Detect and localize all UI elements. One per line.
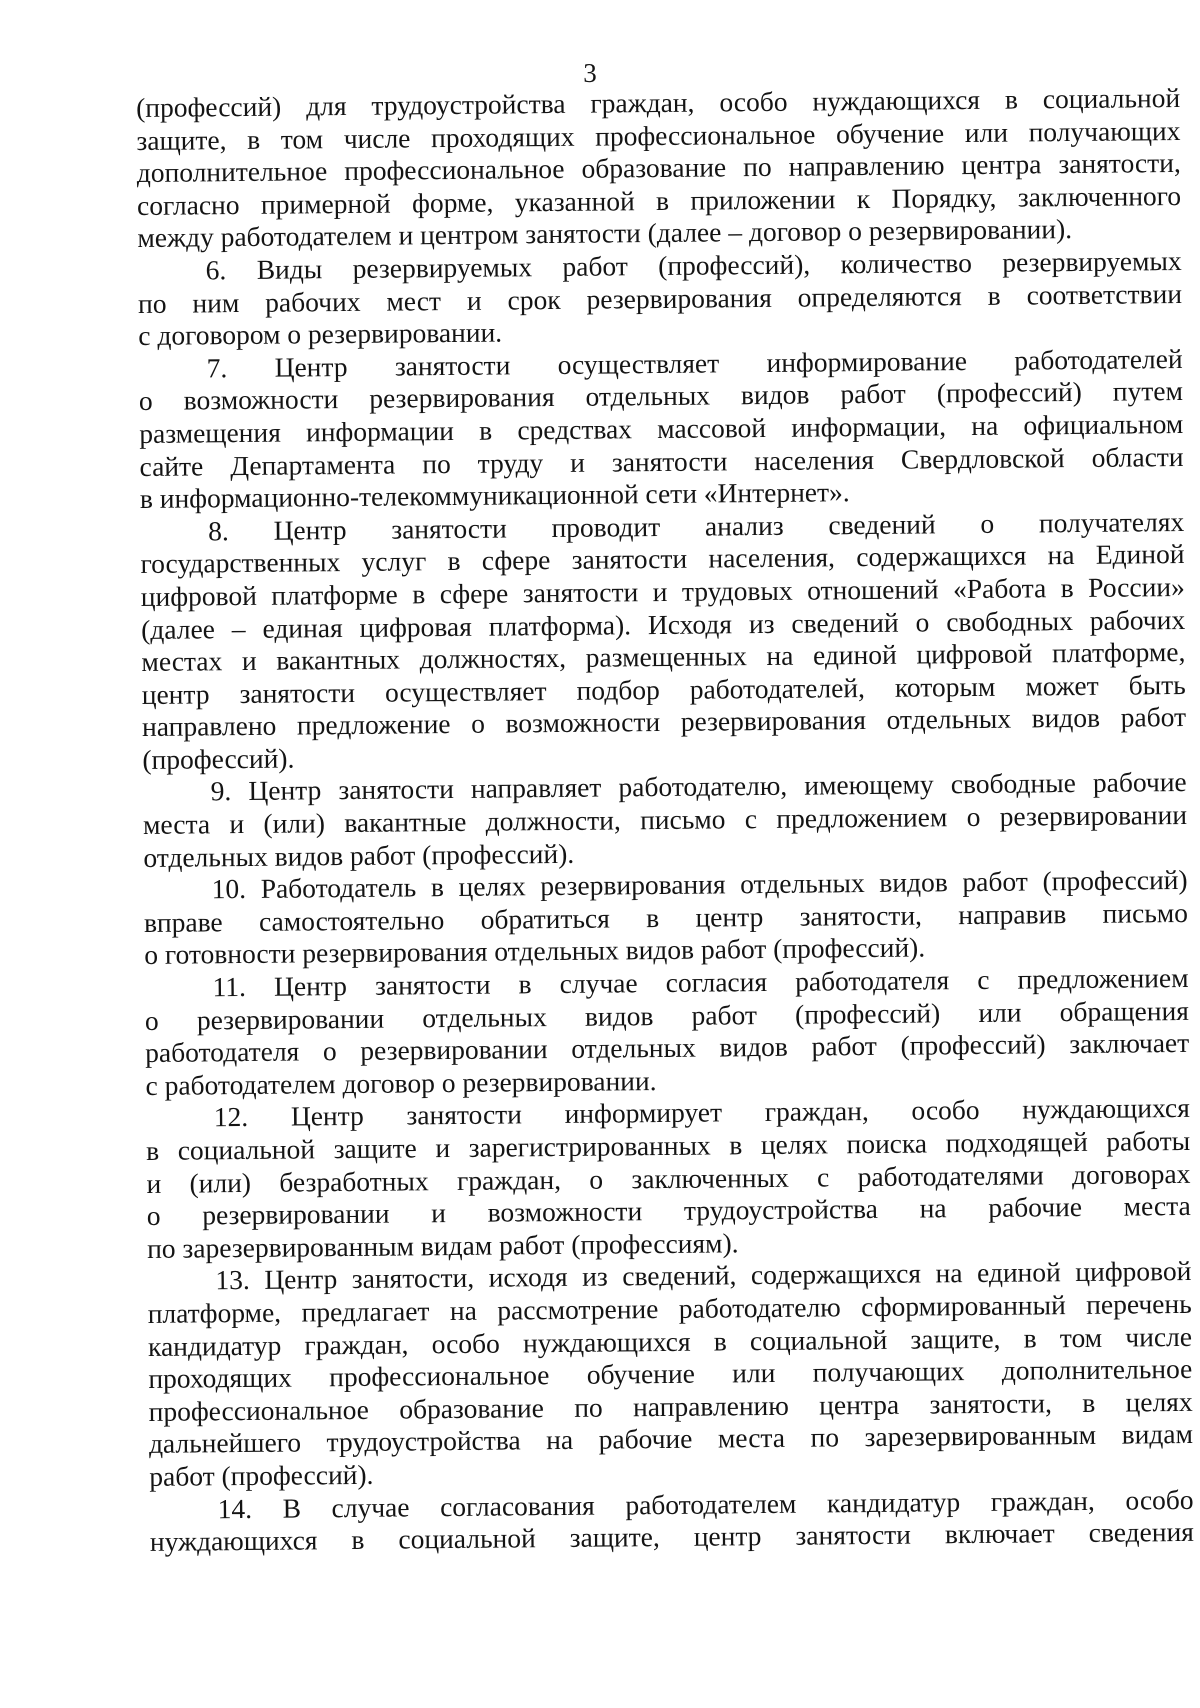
text-line: о резервировании и возможности трудоустройства на рабочие места [146,1190,1191,1232]
text-line: о возможности резервирования отдельных видов работ (профессий) путем [138,375,1184,417]
text-line: отдельных видов работ (профессий). [143,837,575,873]
text-line: кандидатур граждан, особо нуждающихся в социальной защите, в том числе [147,1320,1193,1362]
text-line: в информационно-телекоммуникационной сети «Интернет». [139,476,850,515]
text-line: места и (или) вакантные должности, письмо с предложением о резервировании [142,799,1188,841]
text-line: дополнительное профессиональное образование по направлению центра занятости, [136,147,1181,189]
text-line: направлено предложение о возможности резервирования отдельных видов работ [141,701,1187,743]
page-number: 3 [583,58,597,88]
text-line: дальнейшего трудоустройства на рабочие места по зарезервированным видам [148,1418,1194,1460]
text-line: 9. Центр занятости направляет работодателю, имеющему свободные рабочие [210,766,1187,807]
text-line: между работодателем и центром занятости (далее – договор о резервировании). [137,213,1073,254]
text-line: центр занятости осуществляет подбор работодателей, которым может быть [141,668,1186,710]
text-line: работодателя о резервировании отдельных видов работ (профессий) заключает [145,1027,1190,1069]
text-line: с договором о резервировании. [138,316,503,352]
text-line: о готовности резервирования отдельных видов работ (профессий). [144,931,926,971]
text-line: 7. Центр занятости осуществляет информирование работодателей [206,342,1183,384]
text-line: защите, в том числе проходящих профессиональное обучение или получающих [136,114,1181,156]
text-line: профессиональное образование по направлению центра занятости, в целях [148,1385,1193,1427]
text-line: 14. В случае согласования работодателем кандидатур граждан, особо [217,1483,1194,1524]
text-line: о резервировании отдельных видов работ (профессий) или обращения [144,994,1190,1036]
text-line: и (или) безработных граждан, о заключенных с работодателями договорах [146,1157,1191,1199]
text-line: согласно примерной форме, указанной в приложении к Порядку, заключенного [136,179,1182,221]
text-line: в социальной защите и зарегистрированных в целях поиска подходящей работы [146,1124,1191,1166]
text-line: цифровой платформе в сфере занятости и трудовых отношений «Работа в России» [140,570,1185,612]
text-line: (профессий) для трудоустройства граждан, особо нуждающихся в социальной [136,81,1181,123]
text-line: (профессий). [142,742,295,775]
text-line: 8. Центр занятости проводит анализ сведений о получателях [208,505,1185,547]
text-line: вправе самостоятельно обратиться в центр занятости, направив письмо [143,896,1189,938]
text-line: местах и вакантных должностях, размещенных на единой цифровой платформе, [141,636,1186,678]
text-line: проходящих профессиональное обучение или получающих дополнительное [148,1353,1193,1395]
text-line: по ним рабочих мест и срок резервирования определяются в соответствии [137,277,1183,319]
text-line: 13. Центр занятости, исходя из сведений, содержащихся на единой цифровой [215,1255,1192,1296]
text-line: размещения информации в средствах массовой информации, на официальном [139,407,1184,449]
text-line: 12. Центр занятости информирует граждан, особо нуждающихся [213,1092,1190,1133]
document-body [136,82,1194,1559]
text-line: с работодателем договор о резервировании. [145,1064,657,1101]
text-line: по зарезервированным видам работ (профессиям). [146,1227,739,1264]
text-line: сайте Департамента по труду и занятости населения Свердловской области [139,440,1184,482]
text-line: (далее – единая цифровая платформа). Исходя из сведений о свободных рабочих [141,603,1186,645]
text-line: 11. Центр занятости в случае согласия работодателя с предложением [212,961,1189,1003]
text-line: государственных услуг в сфере занятости населения, содержащихся на Единой [140,538,1185,580]
text-line: работ (профессий). [149,1458,374,1492]
text-line: платформе, предлагает на рассмотрение работодателю сформированный перечень [147,1287,1192,1329]
text-line: 6. Виды резервируемых работ (профессий), количество резервируемых [205,244,1182,286]
text-line: нуждающихся в социальной защите, центр занятости включает сведения [149,1516,1195,1558]
text-line: 10. Работодатель в целях резервирования отдельных видов работ (профессий) [211,864,1188,905]
